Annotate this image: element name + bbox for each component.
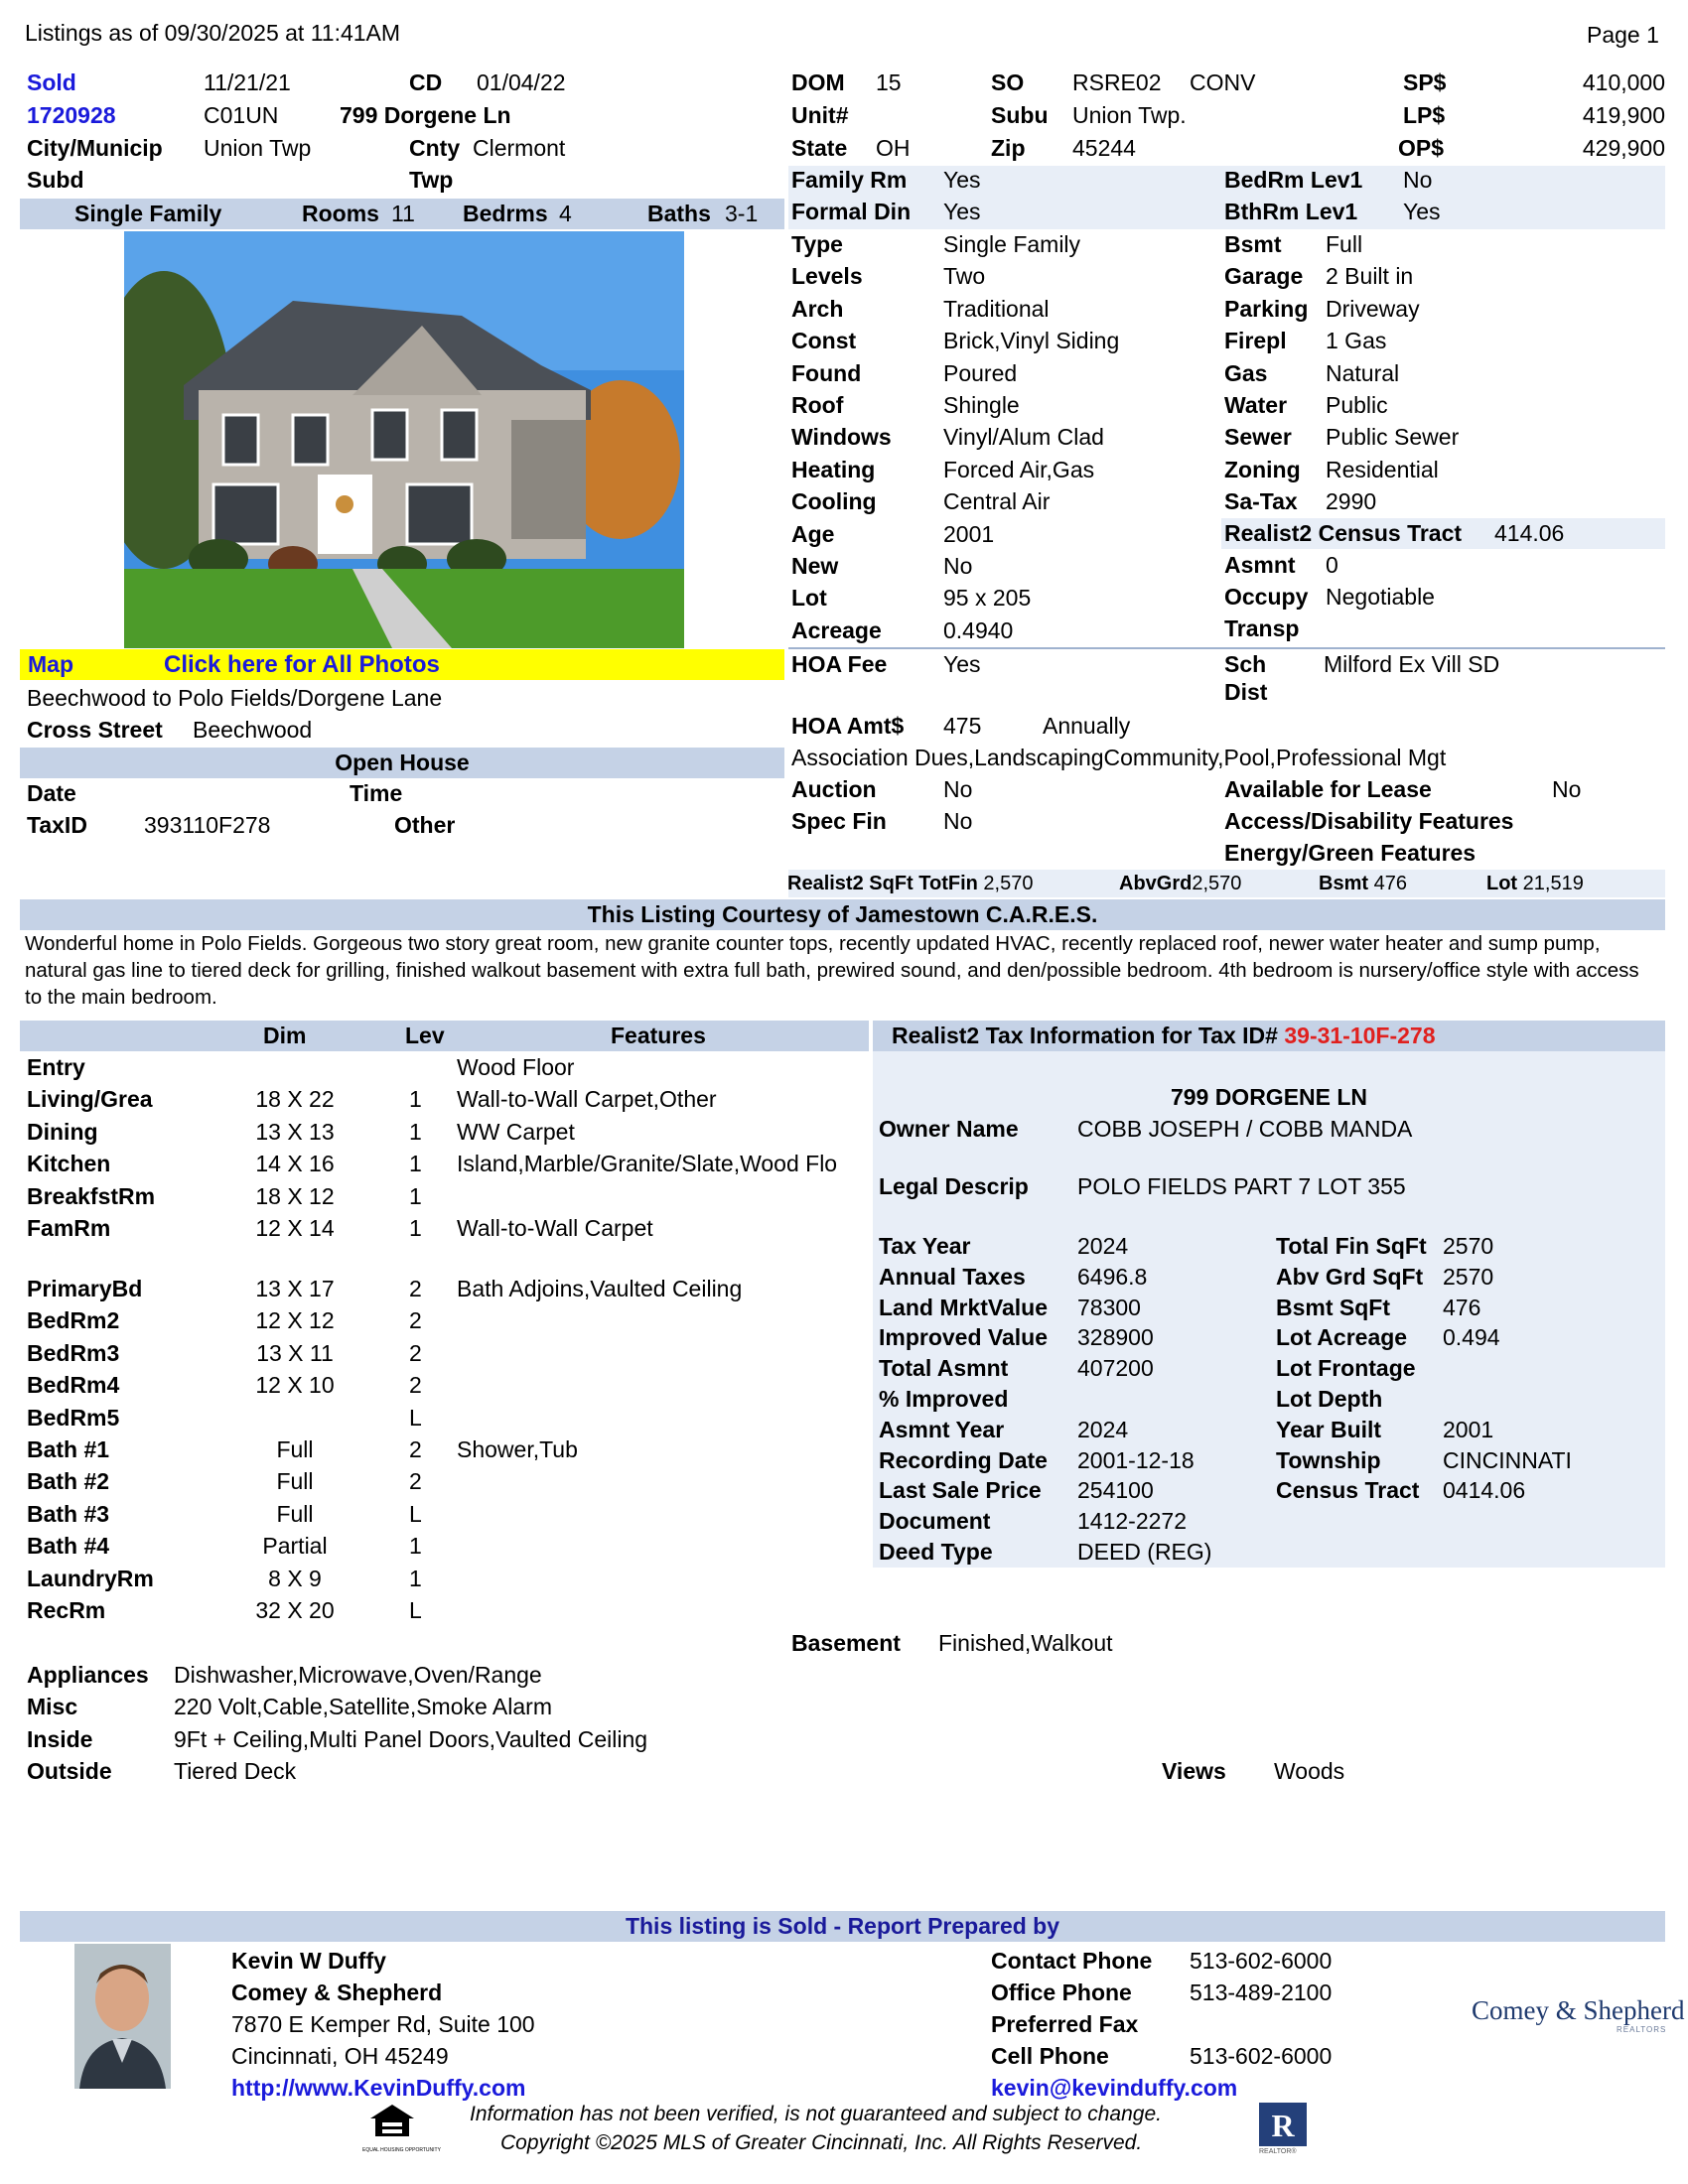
- agent-name: Kevin W Duffy: [231, 1948, 386, 1974]
- legal-value: POLO FIELDS PART 7 LOT 355: [1077, 1173, 1406, 1199]
- subd-label: Subd: [27, 167, 84, 193]
- sp-label: SP$: [1403, 69, 1447, 95]
- rooms-value: 11: [391, 201, 415, 226]
- summary-type: Single Family: [74, 201, 222, 226]
- sp-value: 410,000: [1582, 69, 1665, 95]
- sch-value: Milford Ex Vill SD: [1324, 651, 1500, 677]
- company-logo: Comey & Shepherd: [1472, 1995, 1685, 2025]
- so-type: CONV: [1190, 69, 1256, 95]
- sqft-bsmt: Bsmt 476: [1319, 873, 1407, 894]
- agent-company: Comey & Shepherd: [231, 1979, 443, 2005]
- taxid-value: 393110F278: [144, 812, 271, 838]
- asmnt-label: Asmnt: [1224, 552, 1296, 578]
- garage-wall: [511, 420, 586, 539]
- dom-value: 15: [876, 69, 902, 95]
- house-photo[interactable]: [124, 231, 684, 648]
- state-label: State: [791, 135, 848, 161]
- wreath: [336, 495, 353, 513]
- access-label: Access/Disability Features: [1224, 808, 1514, 834]
- sch-label: Sch: [1224, 651, 1267, 677]
- report-date: Listings as of 09/30/2025 at 11:41AM: [25, 20, 401, 46]
- courtesy: This Listing Courtesy of Jamestown C.A.R.E.S.: [587, 901, 1098, 927]
- all-photos-link[interactable]: Click here for All Photos: [164, 651, 440, 678]
- window: [372, 410, 407, 460]
- so-label: SO: [991, 69, 1025, 95]
- equal-housing-icon: [362, 2103, 422, 2146]
- oh-time-label: Time: [350, 780, 403, 806]
- dom-label: DOM: [791, 69, 845, 95]
- disclaimer-1: Information has not been verified, is not guaranteed and subject to change.: [470, 2103, 1162, 2125]
- legal-label: Legal Descrip: [879, 1173, 1029, 1199]
- area-code: C01UN: [204, 102, 279, 128]
- sqft-totfin: Realist2 SqFt TotFin 2,570: [787, 873, 1034, 894]
- cross-street-value: Beechwood: [193, 717, 313, 743]
- asmnt-value: 0: [1326, 552, 1338, 578]
- occupy-value: Negotiable: [1326, 584, 1435, 610]
- cell-phone-value: 513-602-6000: [1190, 2043, 1333, 2069]
- formal-din-label: Formal Din: [791, 199, 912, 224]
- cnty-label: Cnty: [409, 135, 461, 161]
- status: Sold: [27, 69, 76, 95]
- company-logo-sub: REALTORS: [1617, 2025, 1667, 2034]
- census-value: 414.06: [1494, 520, 1565, 546]
- op-value: 429,900: [1582, 135, 1665, 161]
- realtor-text: REALTOR®: [1259, 2148, 1297, 2155]
- state-value: OH: [876, 135, 911, 161]
- dist-label: Dist: [1224, 679, 1268, 705]
- contact-phone-label: Contact Phone: [991, 1948, 1153, 1974]
- zip-label: Zip: [991, 135, 1026, 161]
- bthrm-lev1-value: Yes: [1403, 199, 1441, 224]
- baths-value: 3-1: [725, 201, 759, 226]
- basement-label: Basement: [791, 1630, 901, 1656]
- auction-label: Auction: [791, 776, 877, 802]
- association: Association Dues,LandscapingCommunity,Pool,Professional Mgt: [791, 745, 1447, 770]
- tax-title: Realist2 Tax Information for Tax ID# 39-31-10F-278: [892, 1023, 1436, 1048]
- bthrm-lev1-label: BthRm Lev1: [1224, 199, 1358, 224]
- twp-label: Twp: [409, 167, 454, 193]
- hoa-fee-label: HOA Fee: [791, 651, 888, 677]
- city-value: Union Twp: [204, 135, 312, 161]
- occupy-label: Occupy: [1224, 584, 1309, 610]
- office-phone-value: 513-489-2100: [1190, 1979, 1333, 2005]
- auction-value: No: [943, 776, 973, 802]
- bedrm-lev1-label: BedRm Lev1: [1224, 167, 1363, 193]
- rooms-features-header: Features: [611, 1023, 706, 1048]
- rooms-dim-header: Dim: [263, 1023, 307, 1048]
- subu-label: Subu: [991, 102, 1049, 128]
- cell-phone-label: Cell Phone: [991, 2043, 1109, 2069]
- hoa-amt-label: HOA Amt$: [791, 713, 905, 739]
- rooms-label: Rooms: [302, 201, 379, 226]
- op-label: OP$: [1398, 135, 1445, 161]
- window: [407, 484, 472, 544]
- cd-label: CD: [409, 69, 443, 95]
- rooms-lev-header: Lev: [405, 1023, 445, 1048]
- cnty-value: Clermont: [473, 135, 566, 161]
- subu-value: Union Twp.: [1072, 102, 1187, 128]
- lease-value: No: [1552, 776, 1582, 802]
- sqft-lot: Lot 21,519: [1486, 873, 1584, 894]
- unit-label: Unit#: [791, 102, 849, 128]
- lease-label: Available for Lease: [1224, 776, 1432, 802]
- hoa-amt-value: 475: [943, 713, 982, 739]
- office-phone-label: Office Phone: [991, 1979, 1132, 2005]
- lp-value: 419,900: [1582, 102, 1665, 128]
- views-value: Woods: [1274, 1758, 1345, 1784]
- lp-label: LP$: [1403, 102, 1446, 128]
- sold-date: 11/21/21: [204, 69, 291, 95]
- transp-label: Transp: [1224, 615, 1300, 641]
- family-rm-label: Family Rm: [791, 167, 908, 193]
- owner-label: Owner Name: [879, 1116, 1019, 1142]
- taxid-label: TaxID: [27, 812, 87, 838]
- census-label: Realist2 Census Tract: [1224, 520, 1463, 546]
- formal-din-value: Yes: [943, 199, 981, 224]
- spec-fin-value: No: [943, 808, 973, 834]
- bedrm-lev1-value: No: [1403, 167, 1433, 193]
- divider: [788, 647, 1665, 649]
- city-label: City/Municip: [27, 135, 163, 161]
- hoa-fee-value: Yes: [943, 651, 981, 677]
- agent-website-link[interactable]: http://www.KevinDuffy.com: [231, 2075, 526, 2101]
- window: [293, 415, 328, 465]
- page-number: Page 1: [1587, 22, 1659, 48]
- cd-value: 01/04/22: [477, 69, 566, 95]
- cross-street-label: Cross Street: [27, 717, 163, 743]
- open-house-title: Open House: [335, 750, 470, 775]
- map-link[interactable]: Map: [28, 651, 73, 677]
- agent-email-link[interactable]: kevin@kevinduffy.com: [991, 2075, 1238, 2101]
- oh-other-label: Other: [394, 812, 456, 838]
- agent-address1: 7870 E Kemper Rd, Suite 100: [231, 2011, 535, 2037]
- sqft-abvgrd: AbvGrd2,570: [1119, 873, 1242, 894]
- zip-value: 45244: [1072, 135, 1136, 161]
- agent-photo: [74, 1944, 171, 2089]
- family-rm-value: Yes: [943, 167, 981, 193]
- baths-label: Baths: [647, 201, 711, 226]
- hoa-frequency: Annually: [1043, 713, 1131, 739]
- owner-value: COBB JOSEPH / COBB MANDA: [1077, 1116, 1413, 1142]
- bedrms-value: 4: [559, 201, 572, 226]
- agent-address2: Cincinnati, OH 45249: [231, 2043, 449, 2069]
- window: [223, 415, 258, 465]
- tax-address: 799 DORGENE LN: [1170, 1084, 1368, 1110]
- bedrms-label: Bedrms: [463, 201, 548, 226]
- spec-fin-label: Spec Fin: [791, 808, 887, 834]
- so-value: RSRE02: [1072, 69, 1162, 95]
- footer-title: This listing is Sold - Report Prepared by: [625, 1913, 1060, 1939]
- remarks: Wonderful home in Polo Fields. Gorgeous two story great room, new granite counter tops, recently updated HVAC, recently replaced roof, newer water heater and sump pump, natural gas line to tiered deck for grilling, finished walkout basement with extra full bath, prewired sound, and den/possible bedroom. 4th bedroom is nursery/office style with access to the main bedroom.: [25, 932, 1639, 1010]
- views-label: Views: [1162, 1758, 1226, 1784]
- oh-date-label: Date: [27, 780, 76, 806]
- address: 799 Dorgene Ln: [340, 102, 511, 128]
- window: [213, 484, 278, 544]
- contact-phone-value: 513-602-6000: [1190, 1948, 1333, 1974]
- directions: Beechwood to Polo Fields/Dorgene Lane: [27, 685, 443, 711]
- energy-label: Energy/Green Features: [1224, 840, 1477, 866]
- disclaimer-2: Copyright ©2025 MLS of Greater Cincinnati, Inc. All Rights Reserved.: [500, 2131, 1143, 2154]
- realtor-icon: [1259, 2103, 1307, 2152]
- fax-label: Preferred Fax: [991, 2011, 1139, 2037]
- svg-text:R: R: [1271, 2108, 1295, 2143]
- mls-number-link[interactable]: 1720928: [27, 102, 116, 128]
- basement-value: Finished,Walkout: [938, 1630, 1113, 1656]
- window: [442, 410, 477, 460]
- front-door: [318, 475, 372, 554]
- equal-housing-text: EQUAL HOUSING OPPORTUNITY: [362, 2147, 441, 2153]
